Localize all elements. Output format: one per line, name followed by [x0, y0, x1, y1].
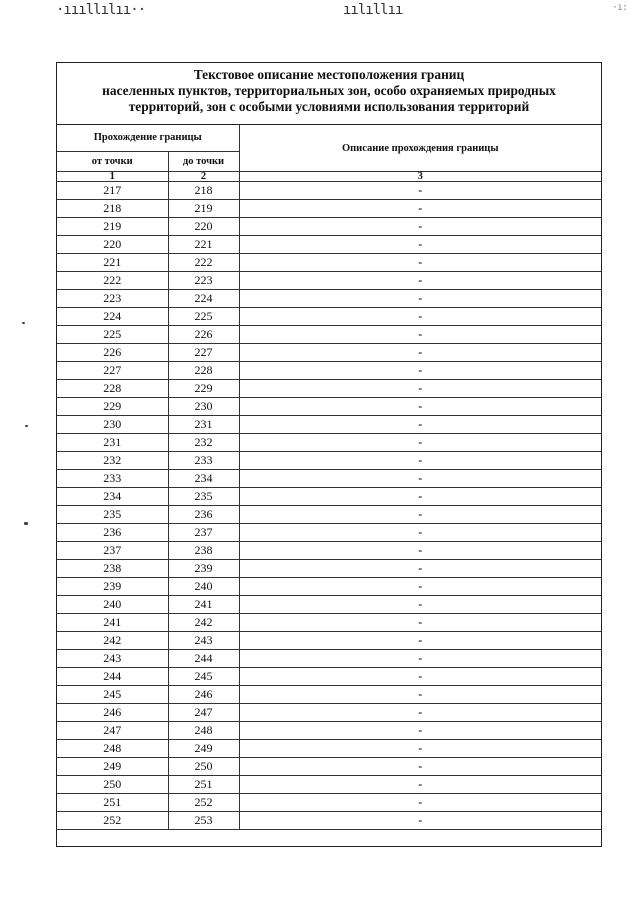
- cell-to-point: 236: [168, 506, 239, 524]
- cell-description: -: [239, 182, 601, 200]
- cell-from-point: 247: [57, 722, 168, 740]
- cell-from-point: 236: [57, 524, 168, 542]
- table-row: [57, 632, 601, 650]
- cell-description: -: [239, 758, 601, 776]
- cell-from-point: 217: [57, 182, 168, 200]
- cell-from-point: 230: [57, 416, 168, 434]
- cell-description: -: [239, 686, 601, 704]
- cell-description: -: [239, 416, 601, 434]
- cell-to-point: 242: [168, 614, 239, 632]
- table-row: [57, 218, 601, 236]
- cell-from-point: 234: [57, 488, 168, 506]
- table-row: [57, 272, 601, 290]
- table-row: [57, 560, 601, 578]
- table-row: [57, 740, 601, 758]
- table-row: [57, 578, 601, 596]
- cell-to-point: 244: [168, 650, 239, 668]
- cell-description: -: [239, 398, 601, 416]
- scan-speck: [24, 522, 28, 525]
- header-to-point: до точки: [168, 152, 239, 172]
- cell-to-point: 249: [168, 740, 239, 758]
- cell-to-point: 250: [168, 758, 239, 776]
- cell-from-point: 222: [57, 272, 168, 290]
- cell-to-point: 235: [168, 488, 239, 506]
- cell-from-point: 235: [57, 506, 168, 524]
- title-line: Текстовое описание местоположения границ: [193, 67, 465, 82]
- table-row: [57, 506, 601, 524]
- table-row: [57, 398, 601, 416]
- cell-to-point: 238: [168, 542, 239, 560]
- cell-to-point: 253: [168, 812, 239, 830]
- cell-description: -: [239, 488, 601, 506]
- cell-to-point: 251: [168, 776, 239, 794]
- cell-to-point: 245: [168, 668, 239, 686]
- cell-from-point: 231: [57, 434, 168, 452]
- cell-description: -: [239, 668, 601, 686]
- scan-artifact-left: ·ıııllılıı··: [56, 2, 146, 18]
- header-from-point: от точки: [57, 152, 168, 172]
- title-line: территорий, зон с особыми условиями использования территорий: [128, 99, 530, 114]
- table-row: [57, 416, 601, 434]
- table-row: [57, 308, 601, 326]
- cell-to-point: 218: [168, 182, 239, 200]
- cell-description: -: [239, 650, 601, 668]
- cell-to-point: 246: [168, 686, 239, 704]
- cell-description: -: [239, 380, 601, 398]
- cell-from-point: 252: [57, 812, 168, 830]
- cell-from-point: 241: [57, 614, 168, 632]
- cell-description: -: [239, 344, 601, 362]
- table-row: [57, 704, 601, 722]
- cell-description: -: [239, 200, 601, 218]
- cell-from-point: 244: [57, 668, 168, 686]
- cell-to-point: 237: [168, 524, 239, 542]
- cell-description: -: [239, 326, 601, 344]
- cell-description: -: [239, 434, 601, 452]
- table-row: [57, 470, 601, 488]
- cell-to-point: 243: [168, 632, 239, 650]
- cell-to-point: 247: [168, 704, 239, 722]
- cell-from-point: 237: [57, 542, 168, 560]
- cell-to-point: 234: [168, 470, 239, 488]
- cell-description: -: [239, 560, 601, 578]
- table-row: [57, 722, 601, 740]
- cell-to-point: 225: [168, 308, 239, 326]
- cell-to-point: 232: [168, 434, 239, 452]
- cell-description: -: [239, 470, 601, 488]
- cell-from-point: 240: [57, 596, 168, 614]
- cell-to-point: 226: [168, 326, 239, 344]
- cell-to-point: 221: [168, 236, 239, 254]
- table-row: [57, 488, 601, 506]
- cell-from-point: 238: [57, 560, 168, 578]
- cell-from-point: 245: [57, 686, 168, 704]
- cell-from-point: 228: [57, 380, 168, 398]
- header-description: Описание прохождения границы: [239, 125, 601, 172]
- cell-from-point: 251: [57, 794, 168, 812]
- cell-from-point: 248: [57, 740, 168, 758]
- cell-to-point: 222: [168, 254, 239, 272]
- column-number: 1: [57, 172, 168, 182]
- cell-from-point: 239: [57, 578, 168, 596]
- table-row: [57, 686, 601, 704]
- cell-from-point: 246: [57, 704, 168, 722]
- table-row: [57, 542, 601, 560]
- cell-to-point: 252: [168, 794, 239, 812]
- cell-description: -: [239, 812, 601, 830]
- table-row: [57, 650, 601, 668]
- cell-from-point: 220: [57, 236, 168, 254]
- boundary-table: [57, 125, 601, 830]
- cell-description: -: [239, 506, 601, 524]
- header-boundary-passage: Прохождение границы: [57, 125, 239, 152]
- cell-description: -: [239, 740, 601, 758]
- cell-from-point: 249: [57, 758, 168, 776]
- table-body: [57, 182, 601, 830]
- table-row: [57, 452, 601, 470]
- cell-description: -: [239, 614, 601, 632]
- table-row: [57, 362, 601, 380]
- table-row: [57, 344, 601, 362]
- cell-from-point: 221: [57, 254, 168, 272]
- cell-from-point: 232: [57, 452, 168, 470]
- table-row: [57, 776, 601, 794]
- column-number: 3: [239, 172, 601, 182]
- document-frame: [56, 62, 602, 847]
- cell-description: -: [239, 290, 601, 308]
- table-row: [57, 182, 601, 200]
- table-row: [57, 596, 601, 614]
- cell-to-point: 231: [168, 416, 239, 434]
- cell-from-point: 229: [57, 398, 168, 416]
- scan-artifact-middle: ıılıllıı: [343, 2, 403, 18]
- cell-from-point: 225: [57, 326, 168, 344]
- cell-to-point: 228: [168, 362, 239, 380]
- title-line: населенных пунктов, территориальных зон, особо охраняемых природных: [102, 83, 556, 98]
- cell-from-point: 227: [57, 362, 168, 380]
- table-row: [57, 200, 601, 218]
- cell-description: -: [239, 722, 601, 740]
- table-row: [57, 614, 601, 632]
- table-row: [57, 236, 601, 254]
- cell-from-point: 250: [57, 776, 168, 794]
- table-row: [57, 380, 601, 398]
- cell-description: -: [239, 596, 601, 614]
- cell-description: -: [239, 254, 601, 272]
- cell-to-point: 229: [168, 380, 239, 398]
- cell-from-point: 223: [57, 290, 168, 308]
- scan-artifact-right: ·ı:: [612, 2, 628, 13]
- cell-to-point: 233: [168, 452, 239, 470]
- cell-to-point: 248: [168, 722, 239, 740]
- cell-to-point: 227: [168, 344, 239, 362]
- cell-description: -: [239, 794, 601, 812]
- cell-to-point: 219: [168, 200, 239, 218]
- cell-from-point: 226: [57, 344, 168, 362]
- cell-description: -: [239, 578, 601, 596]
- scan-speck: [22, 322, 25, 324]
- column-number: 2: [168, 172, 239, 182]
- cell-from-point: 243: [57, 650, 168, 668]
- cell-description: -: [239, 218, 601, 236]
- table-row: [57, 668, 601, 686]
- table-row: [57, 326, 601, 344]
- cell-from-point: 242: [57, 632, 168, 650]
- document-title: [57, 63, 601, 125]
- table-row: [57, 254, 601, 272]
- cell-description: -: [239, 524, 601, 542]
- cell-to-point: 220: [168, 218, 239, 236]
- cell-description: -: [239, 362, 601, 380]
- table-row: [57, 794, 601, 812]
- cell-to-point: 230: [168, 398, 239, 416]
- cell-to-point: 240: [168, 578, 239, 596]
- cell-to-point: 224: [168, 290, 239, 308]
- cell-description: -: [239, 236, 601, 254]
- cell-description: -: [239, 308, 601, 326]
- cell-description: -: [239, 542, 601, 560]
- cell-from-point: 224: [57, 308, 168, 326]
- cell-to-point: 223: [168, 272, 239, 290]
- table-row: [57, 812, 601, 830]
- scan-speck: [25, 425, 28, 427]
- cell-to-point: 239: [168, 560, 239, 578]
- cell-description: -: [239, 704, 601, 722]
- cell-description: -: [239, 632, 601, 650]
- cell-from-point: 218: [57, 200, 168, 218]
- table-row: [57, 524, 601, 542]
- cell-from-point: 233: [57, 470, 168, 488]
- cell-to-point: 241: [168, 596, 239, 614]
- cell-description: -: [239, 452, 601, 470]
- cell-from-point: 219: [57, 218, 168, 236]
- table-row: [57, 290, 601, 308]
- table-row: [57, 434, 601, 452]
- table-row: [57, 758, 601, 776]
- cell-description: -: [239, 776, 601, 794]
- cell-description: -: [239, 272, 601, 290]
